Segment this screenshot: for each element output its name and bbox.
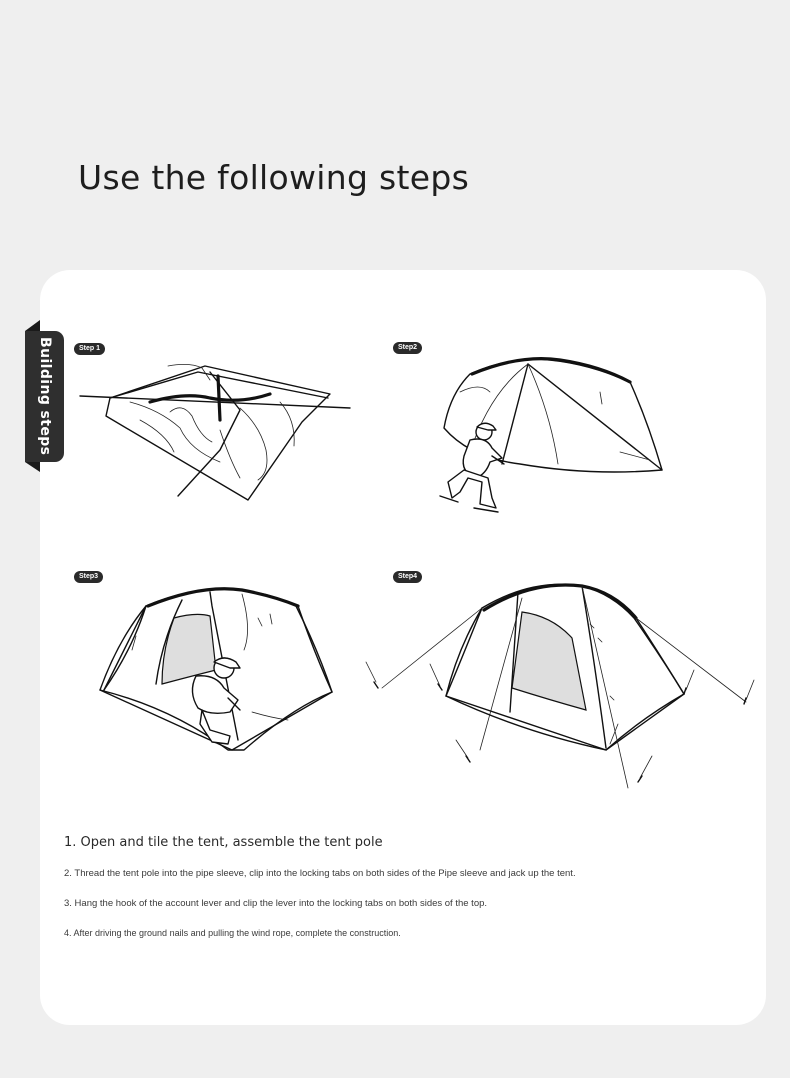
instruction-4: 4. After driving the ground nails and pulling the wind rope, complete the construction.	[64, 928, 401, 938]
instruction-3: 3. Hang the hook of the account lever and clip the lever into the locking tabs on both sides of the top.	[64, 898, 488, 909]
step-2-illustration	[430, 352, 670, 517]
step-1-illustration	[70, 350, 370, 510]
step-1-badge: Step 1	[74, 343, 105, 355]
step-4-badge: Step4	[393, 571, 422, 583]
side-tab-fold-bottom	[25, 462, 40, 472]
instruction-1: 1. Open and tile the tent, assemble the tent pole	[64, 835, 383, 850]
instruction-2: 2. Thread the tent pole into the pipe sleeve, clip into the locking tabs on both sides of the Pipe sleeve and jack up the tent.	[64, 868, 576, 879]
step-3-badge: Step3	[74, 571, 103, 583]
step-2-badge: Step2	[393, 342, 422, 354]
step-4-illustration	[362, 578, 762, 796]
side-tab-label: Building steps	[37, 336, 53, 456]
side-tab-fold-top	[25, 320, 40, 331]
page-title: Use the following steps	[78, 158, 470, 197]
step-3-illustration	[92, 580, 342, 755]
